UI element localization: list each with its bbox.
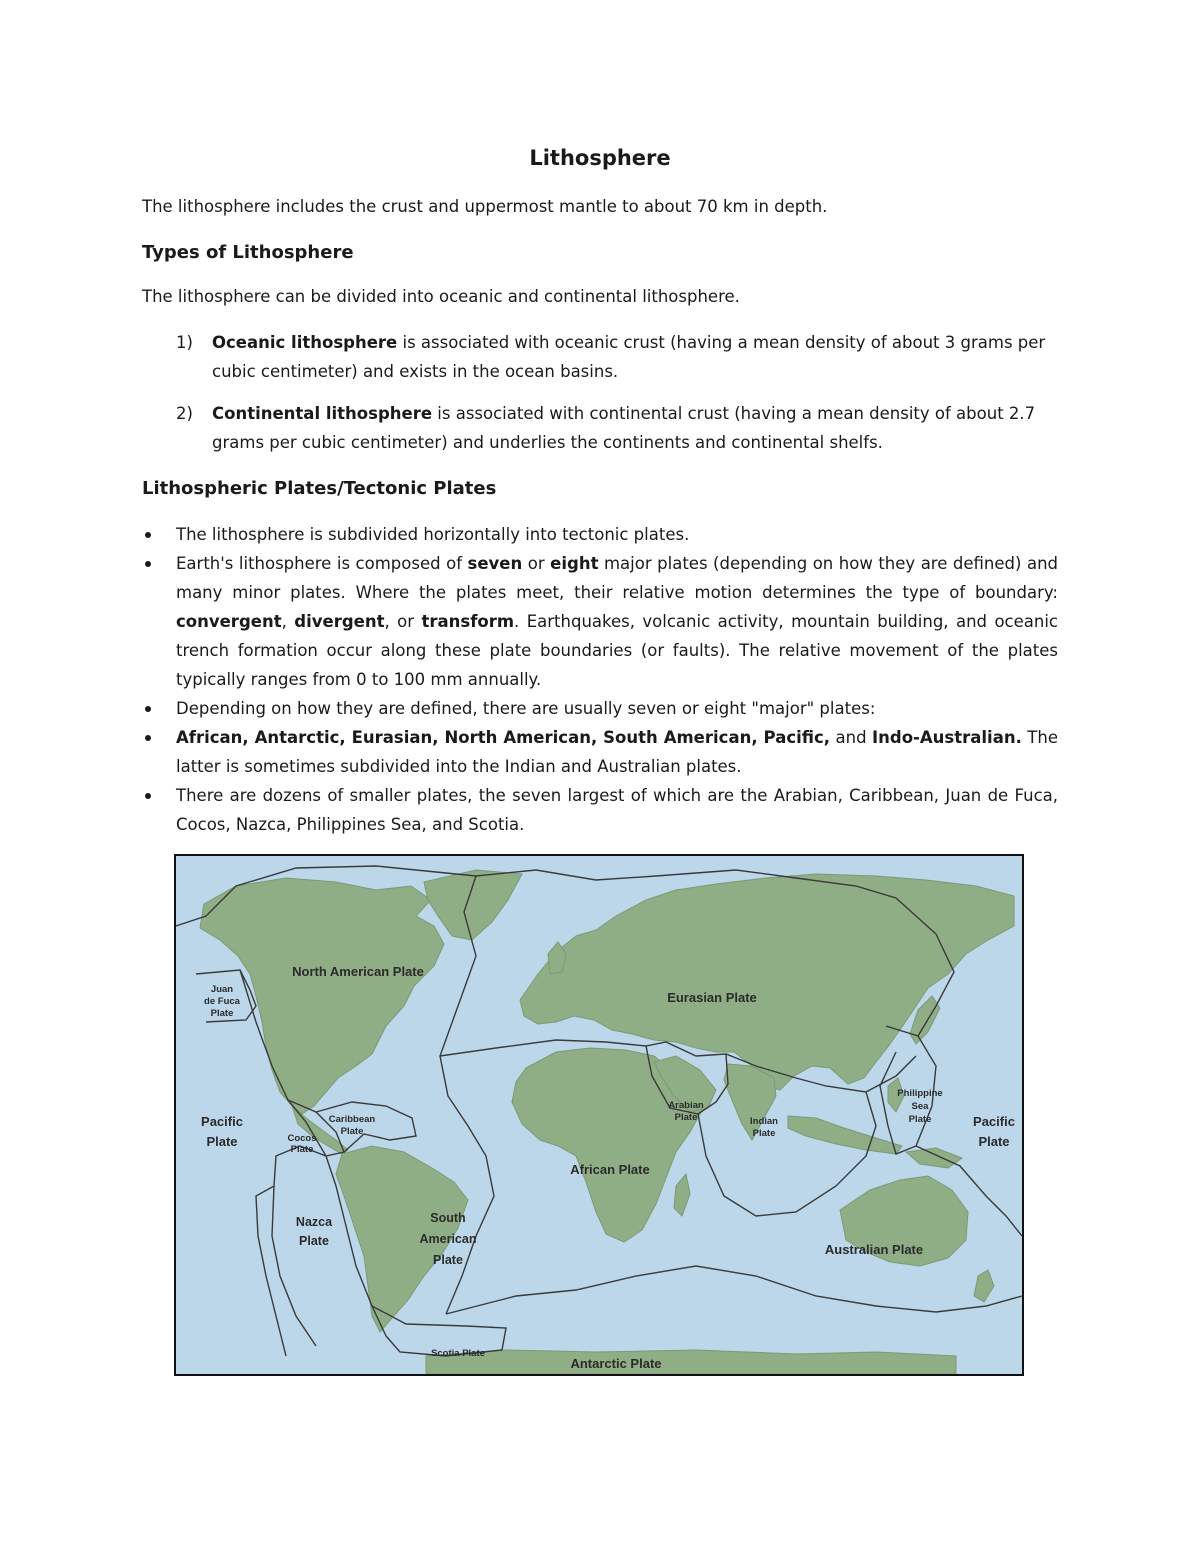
label-south-american-3: Plate — [433, 1253, 463, 1267]
label-african: African Plate — [570, 1162, 650, 1177]
continental-text: is associated with continental crust (having a mean density of about 2.7 grams per cubic centimeter) and underlies the continents and continental shelfs. — [212, 404, 1036, 452]
types-heading: Types of Lithosphere — [142, 242, 354, 263]
label-indian-2: Plate — [752, 1128, 776, 1139]
label-cocos-2: Plate — [290, 1144, 314, 1155]
label-juan-de-fuca-2: de Fuca — [204, 996, 240, 1007]
continental-term: Continental lithosphere — [212, 404, 433, 423]
tectonic-plates-map — [174, 854, 1024, 1376]
bullet-4-indo-australian: Indo-Australian. — [872, 728, 1022, 747]
bullet-2-text-c: . Earthquakes, volcanic activity, mountain building, and oceanic trench formation occur along these plate boundaries (or faults). The relative movement of the plates typically ranges from 0 to 100 mm annually. — [176, 612, 1058, 689]
label-pacific-left-2: Plate — [206, 1134, 238, 1149]
label-juan-de-fuca-3: Plate — [210, 1008, 234, 1019]
label-arabian-1: Arabian — [668, 1100, 704, 1111]
antarctica-land — [426, 1350, 956, 1374]
label-south-american-2: American — [419, 1232, 477, 1246]
bullet-4-and: and — [830, 728, 872, 747]
types-lead: The lithosphere can be divided into oceanic and continental lithosphere. — [142, 287, 740, 306]
bullet-2-transform: transform — [421, 612, 515, 631]
label-nazca-2: Plate — [299, 1234, 329, 1248]
bullet-2-seven: seven — [467, 554, 523, 573]
bullet-2-or: or — [522, 554, 551, 573]
plates-heading: Lithospheric Plates/Tectonic Plates — [142, 478, 497, 499]
oceanic-text: is associated with oceanic crust (having a mean density of about 3 grams per cubic centimeter) and exists in the ocean basins. — [212, 333, 1046, 381]
label-philippine-3: Plate — [908, 1114, 932, 1125]
oceanic-item — [212, 328, 1058, 386]
bullet-1: The lithosphere is subdivided horizontally into tectonic plates. — [176, 525, 690, 544]
bullet-2-dot — [145, 561, 151, 567]
label-indian-1: Indian — [750, 1116, 778, 1127]
bullet-1-dot — [145, 532, 151, 538]
bullet-2-divergent: divergent — [294, 612, 385, 631]
label-cocos-1: Cocos — [287, 1133, 317, 1144]
label-south-american-1: South — [430, 1211, 466, 1225]
label-philippine-2: Sea — [911, 1101, 929, 1112]
bullet-2-text-b: major plates (depending on how they are defined) and many minor plates. Where the plates meet, their relative motion determines the type of boundary: — [176, 554, 1058, 602]
bullet-2-text-a: Earth's lithosphere is composed of — [176, 554, 468, 573]
page-title: Lithosphere — [529, 146, 671, 170]
bullet-4 — [176, 723, 1058, 781]
bullet-2-convergent: convergent — [176, 612, 282, 631]
bullet-2 — [176, 549, 1058, 694]
oceanic-term: Oceanic lithosphere — [212, 333, 398, 352]
label-pacific-left-1: Pacific — [201, 1114, 243, 1129]
map-svg — [176, 856, 1022, 1374]
bullet-4-plate-list: African, Antarctic, Eurasian, North American, South American, Pacific, — [176, 728, 831, 747]
list-number-2: 2) — [176, 404, 193, 423]
label-antarctic: Antarctic Plate — [570, 1356, 662, 1371]
label-scotia: Scotia Plate — [431, 1348, 485, 1359]
label-nazca-1: Nazca — [295, 1215, 333, 1229]
bullet-2-comma-2: , or — [384, 612, 422, 631]
label-juan-de-fuca-1: Juan — [210, 984, 234, 995]
continental-item — [212, 399, 1058, 457]
label-philippine-1: Philippine — [897, 1088, 943, 1099]
label-pacific-right-2: Plate — [978, 1134, 1010, 1149]
bullet-4-dot — [145, 735, 151, 741]
label-arabian-2: Plate — [674, 1112, 698, 1123]
label-caribbean-1: Caribbean — [328, 1114, 376, 1125]
bullet-3-dot — [145, 706, 151, 712]
label-caribbean-2: Plate — [340, 1126, 364, 1137]
bullet-2-comma-1: , — [281, 612, 295, 631]
label-north-american: North American Plate — [292, 964, 424, 979]
bullet-5-dot — [145, 793, 151, 799]
bullet-5: There are dozens of smaller plates, the seven largest of which are the Arabian, Caribbean, Juan de Fuca, Cocos, Nazca, Philippines Sea, and Scotia. — [176, 786, 1058, 834]
label-eurasian: Eurasian Plate — [667, 990, 757, 1005]
list-number-1: 1) — [176, 333, 193, 352]
bullet-4-text: The latter is sometimes subdivided into the Indian and Australian plates. — [176, 728, 1058, 776]
label-pacific-right-1: Pacific — [973, 1114, 1015, 1129]
bullet-2-eight: eight — [550, 554, 599, 573]
intro-paragraph: The lithosphere includes the crust and uppermost mantle to about 70 km in depth. — [142, 197, 828, 216]
bullet-3: Depending on how they are defined, there are usually seven or eight "major" plates: — [176, 699, 876, 718]
label-australian: Australian Plate — [824, 1242, 924, 1257]
